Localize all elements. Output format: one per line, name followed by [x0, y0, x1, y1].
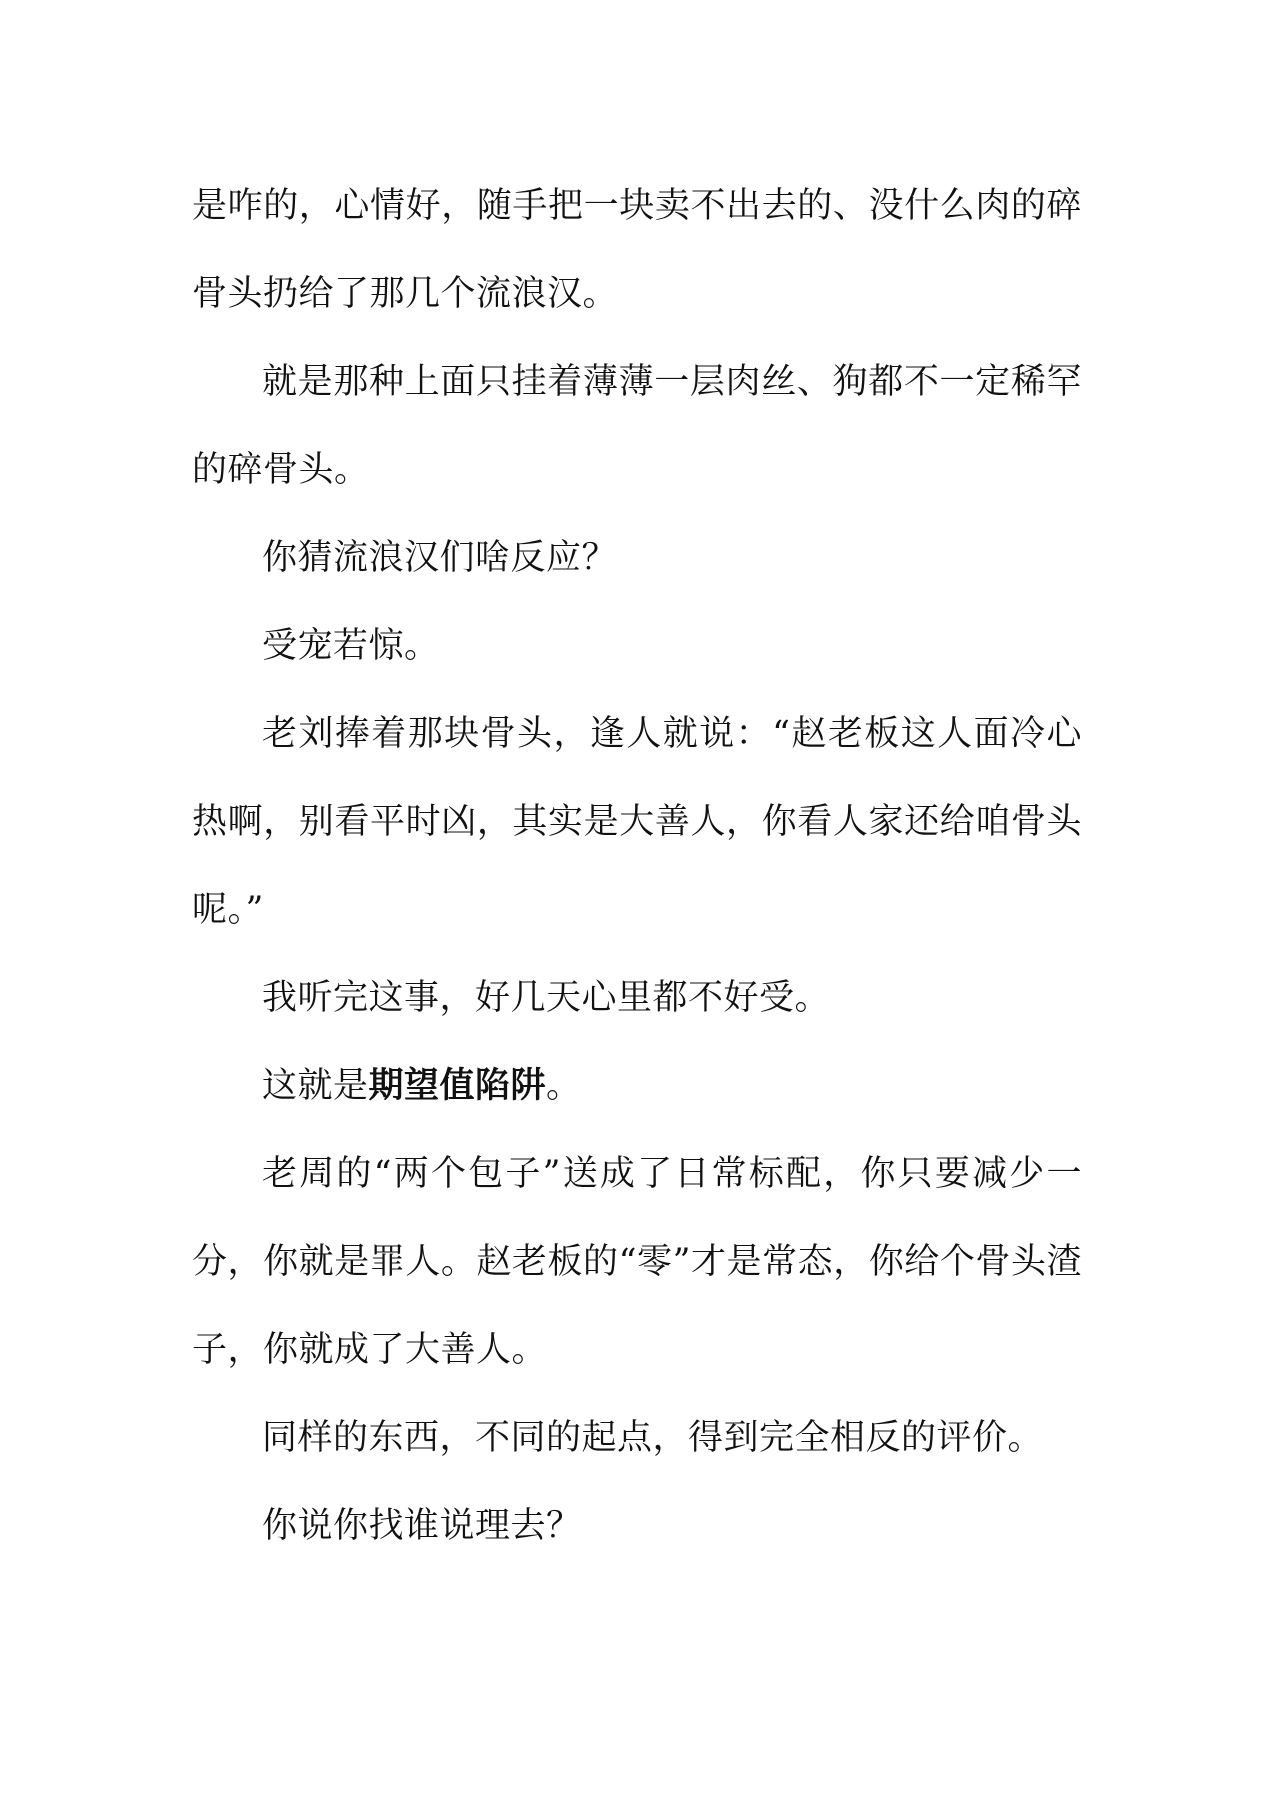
paragraph — [192, 1042, 1082, 1130]
document-body — [192, 162, 1082, 1570]
paragraph-text: 。 — [546, 1066, 582, 1106]
paragraph: 我听完这事，好几天心里都不好受。 — [262, 978, 831, 1018]
paragraph: 老刘捧着那块骨头，逢人就说：“赵老板这人面冷心热啊，别看平时凶，其实是大善人，你看人家还给咱骨头呢。” — [192, 714, 1082, 930]
paragraph: 受宠若惊。 — [262, 626, 440, 666]
paragraph-text: 这就是 — [262, 1066, 369, 1106]
paragraph: 就是那种上面只挂着薄薄一层肉丝、狗都不一定稀罕的碎骨头。 — [192, 362, 1082, 490]
paragraph: 是咋的，心情好，随手把一块卖不出去的、没什么肉的碎骨头扔给了那几个流浪汉。 — [192, 186, 1082, 314]
paragraph: 同样的东西，不同的起点，得到完全相反的评价。 — [262, 1418, 1044, 1458]
paragraph: 你猜流浪汉们啥反应？ — [262, 538, 618, 578]
paragraph: 老周的“两个包子”送成了日常标配，你只要减少一分，你就是罪人。赵老板的“零”才是常态，你给个骨头渣子，你就成了大善人。 — [192, 1154, 1082, 1370]
paragraph: 你说你找谁说理去？ — [262, 1506, 582, 1546]
bold-term: 期望值陷阱 — [368, 1065, 547, 1106]
